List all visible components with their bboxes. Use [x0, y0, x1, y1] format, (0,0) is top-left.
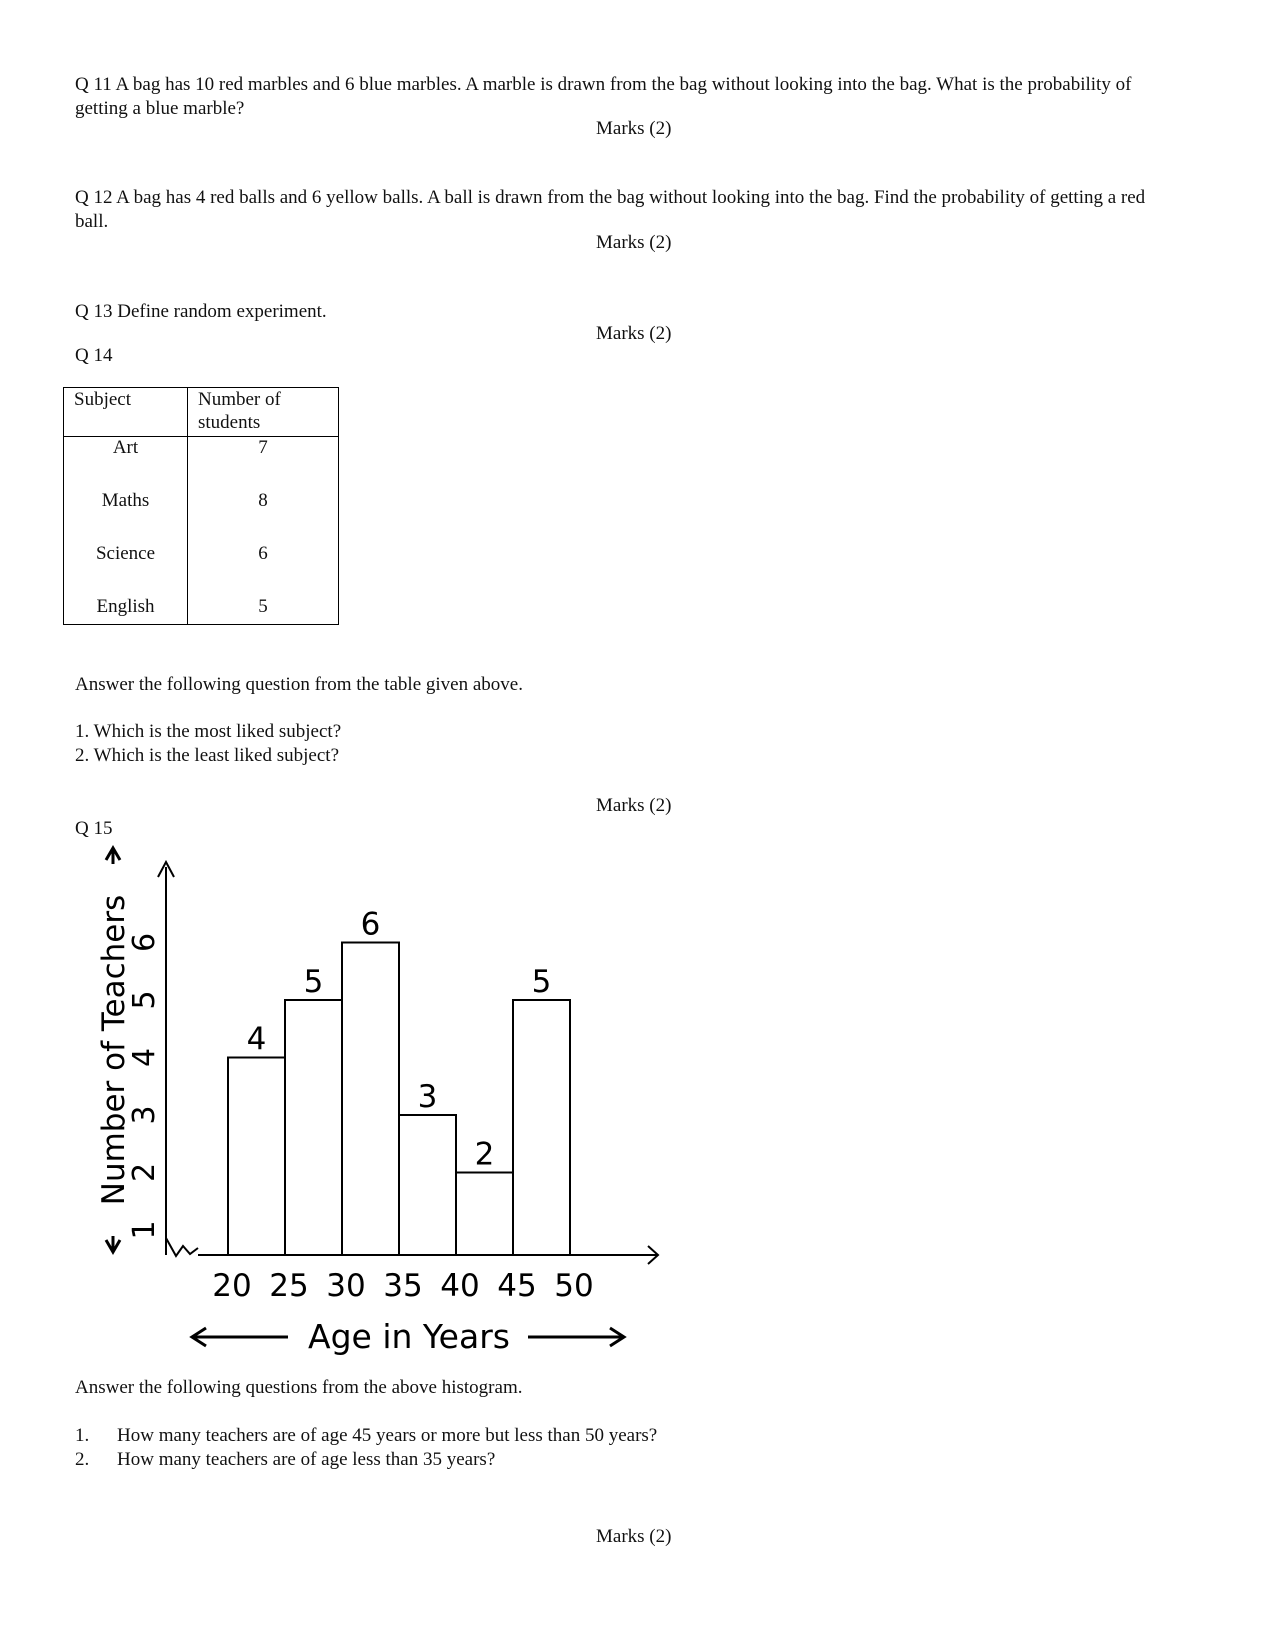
q15-question-2-num: 2. [75, 1449, 90, 1470]
y-tick-label: 1 [127, 1220, 162, 1240]
q14-label: Q 14 [75, 345, 113, 366]
x-axis-label: Age in Years [308, 1317, 510, 1356]
histogram-bar-35-40 [399, 1115, 456, 1255]
q14-question-1: 1. Which is the most liked subject? [75, 721, 342, 742]
cell-subject: Science [64, 543, 188, 596]
y-tick-label: 4 [127, 1047, 162, 1068]
histogram-bar-40-45 [456, 1173, 513, 1256]
x-tick-label: 40 [440, 1268, 480, 1304]
q14-instruction: Answer the following question from the table given above. [75, 674, 523, 695]
y-tick-label: 2 [127, 1162, 162, 1183]
q12-text: Q 12 A bag has 4 red balls and 6 yellow balls. A ball is drawn from the bag without looking into the bag. Find the probability of getting a red ball. [75, 187, 1146, 232]
axis-break-icon [166, 1238, 198, 1256]
q15-question-1 [75, 1424, 657, 1448]
bar-value-label: 3 [417, 1079, 438, 1115]
y-tick-label: 3 [127, 1105, 162, 1125]
x-tick-label: 20 [212, 1268, 252, 1304]
bar-value-label: 5 [303, 964, 324, 1000]
q15-question-2 [75, 1448, 657, 1472]
q13-marks: Marks (2) [596, 323, 672, 344]
x-tick-label: 25 [269, 1268, 309, 1304]
q15-question-1-num: 1. [75, 1425, 90, 1446]
q11-text: Q 11 A bag has 10 red marbles and 6 blue marbles. A marble is drawn from the bag without looking into the bag. What is the probability of getting a blue marble? [75, 74, 1132, 119]
q15-marks: Marks (2) [596, 1526, 672, 1547]
q15-label: Q 15 [75, 818, 113, 839]
q11-marks: Marks (2) [596, 118, 672, 139]
header-subject: Subject [64, 388, 188, 437]
header-students: Number of students [188, 388, 339, 437]
histogram-bar-20-25 [228, 1058, 285, 1256]
q15-question-2-text: How many teachers are of age less than 35 years? [117, 1449, 496, 1470]
histogram-bar-45-50 [513, 1000, 570, 1255]
bar-value-label: 2 [474, 1136, 495, 1173]
x-tick-label: 45 [497, 1268, 537, 1304]
cell-students: 7 [188, 437, 339, 491]
cell-students: 6 [188, 543, 339, 596]
y-axis-label: Number of Teachers [96, 894, 132, 1206]
q15-questions [75, 1424, 657, 1472]
q14-marks: Marks (2) [596, 795, 672, 816]
cell-subject: Art [64, 437, 188, 491]
histogram-bar-30-35 [342, 943, 399, 1256]
bar-value-label: 5 [531, 964, 552, 1000]
q15-question-1-text: How many teachers are of age 45 years or more but less than 50 years? [117, 1425, 658, 1446]
bar-value-label: 4 [246, 1021, 267, 1058]
cell-students: 8 [188, 490, 339, 543]
cell-students: 5 [188, 596, 339, 625]
y-axis-label-group [96, 848, 132, 1252]
cell-subject: English [64, 596, 188, 625]
x-tick-label: 50 [554, 1268, 594, 1304]
q12-marks: Marks (2) [596, 232, 672, 253]
q13-text: Q 13 Define random experiment. [75, 301, 327, 322]
histogram-bar-25-30 [285, 1000, 342, 1255]
x-tick-label: 30 [326, 1268, 366, 1304]
q14-question-2: 2. Which is the least liked subject? [75, 745, 339, 766]
y-tick-label: 6 [127, 932, 162, 953]
cell-subject: Maths [64, 490, 188, 543]
bar-value-label: 6 [360, 906, 381, 943]
y-tick-label: 5 [127, 990, 162, 1010]
q15-instruction: Answer the following questions from the above histogram. [75, 1377, 523, 1398]
x-tick-label: 35 [383, 1268, 423, 1304]
